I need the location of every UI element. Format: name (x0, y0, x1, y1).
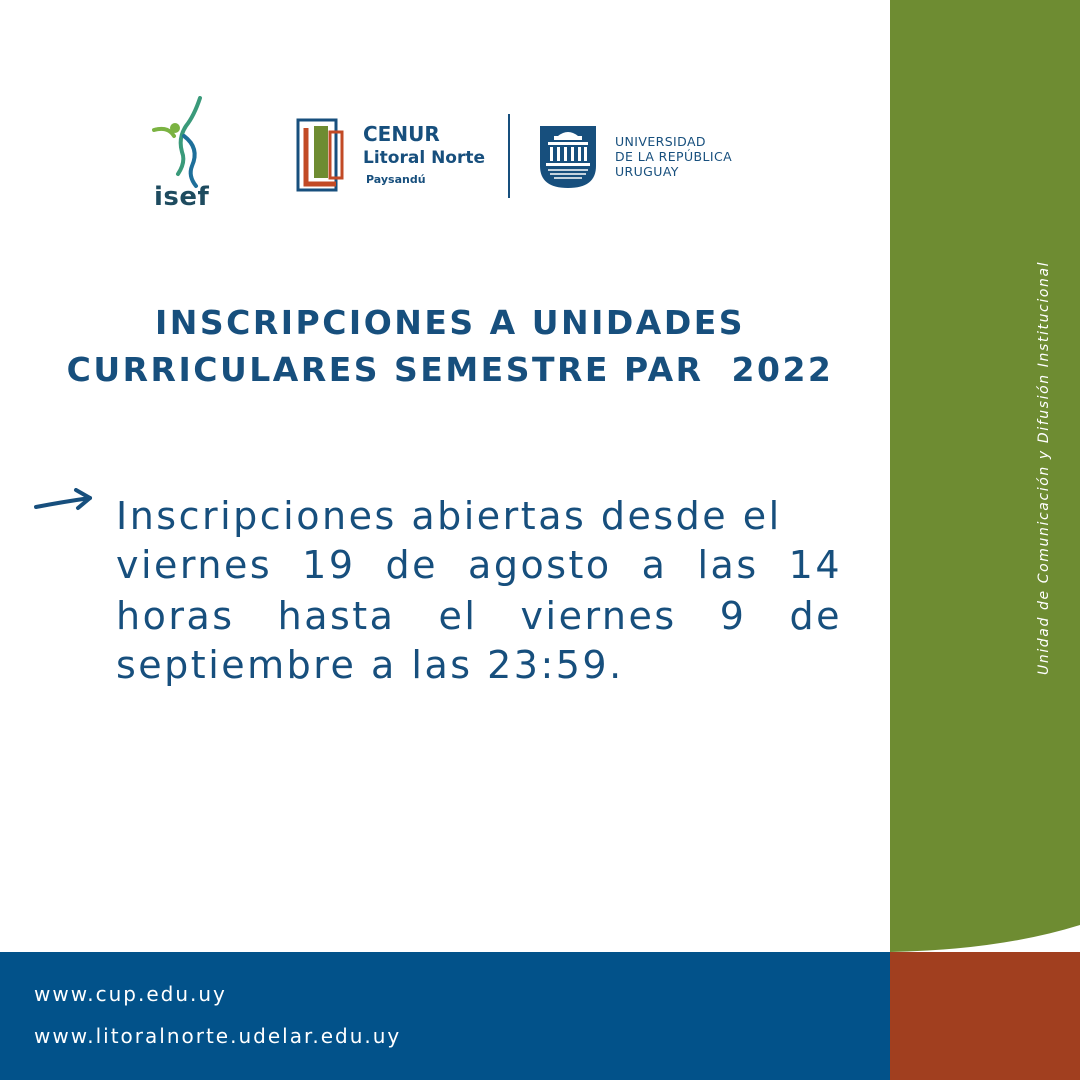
sidebar-curve (890, 895, 1080, 955)
body-line3: horas hasta el viernes 9 de (116, 594, 842, 638)
logo-divider (508, 114, 510, 198)
udelar-line2: DE LA REPÚBLICA (615, 149, 733, 164)
isef-logo-text: isef (154, 182, 210, 212)
headline-line2: CURRICULARES SEMESTRE PAR 2022 (66, 350, 834, 389)
footer-link-litoralnorte[interactable]: www.litoralnorte.udelar.edu.uy (34, 1024, 402, 1048)
cenur-city: Paysandú (366, 173, 426, 186)
headline-line1: INSCRIPCIONES A UNIDADES (154, 303, 746, 342)
cenur-title: CENUR (363, 122, 440, 146)
arrow-right-icon (32, 488, 96, 520)
udelar-line1: UNIVERSIDAD (615, 134, 706, 149)
cenur-logo-icon (296, 118, 346, 192)
udelar-seal-icon (540, 126, 596, 188)
sidebar-rust-band (890, 952, 1080, 1080)
vertical-unit-label: Unidad de Comunicación y Difusión Institucional (1036, 260, 1052, 675)
footer-bar (0, 952, 890, 1080)
body-line1: Inscripciones abiertas desde el (116, 494, 782, 538)
body-line4: septiembre a las 23:59. (116, 643, 624, 687)
udelar-line3: URUGUAY (615, 164, 679, 179)
cenur-subtitle: Litoral Norte (363, 148, 486, 168)
body-line2: viernes 19 de agosto a las 14 (116, 543, 842, 587)
footer-link-cup[interactable]: www.cup.edu.uy (34, 982, 227, 1006)
